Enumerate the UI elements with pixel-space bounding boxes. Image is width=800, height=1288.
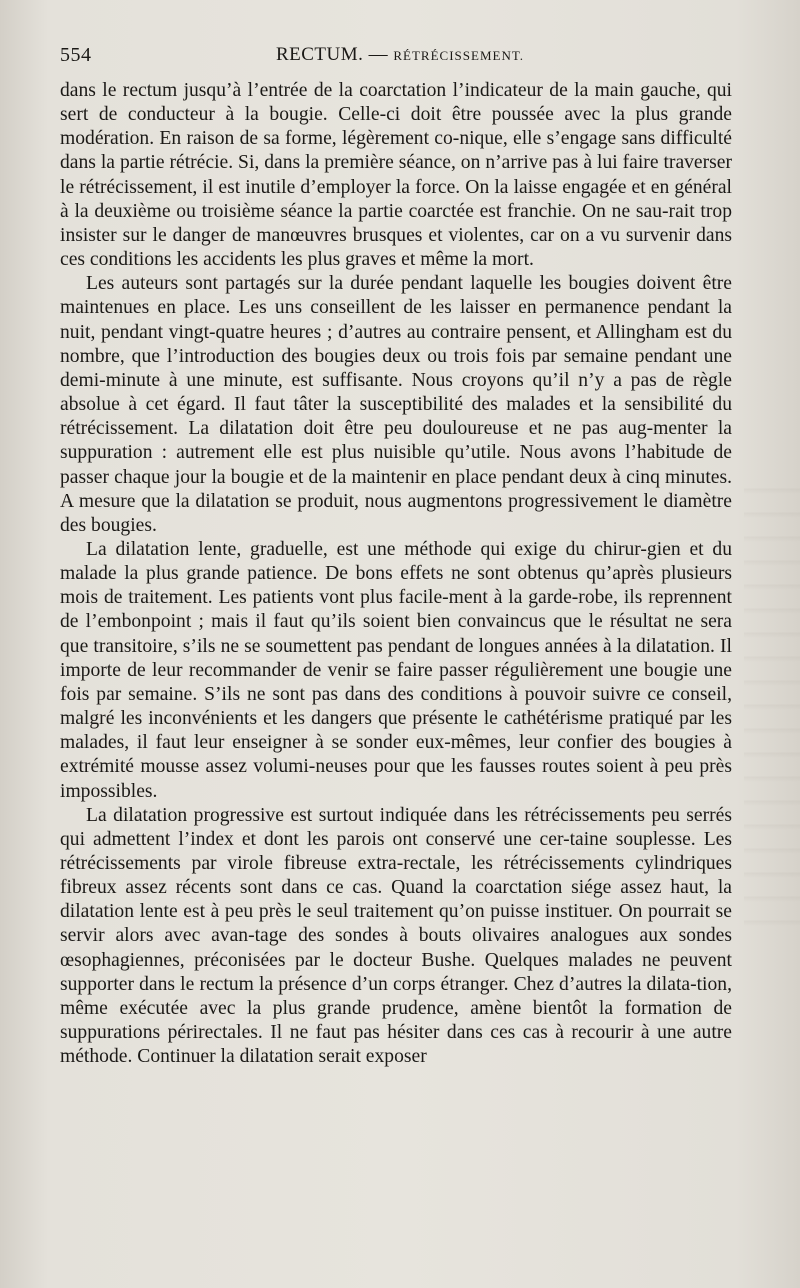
running-header: [60, 44, 740, 70]
paragraph: dans le rectum jusqu’à l’entrée de la coarctation l’indicateur de la main gauche, qui sert de conducteur à la bougie. Celle-ci doit être poussée avec la plus grande modération. En raison de sa forme, légèrement co-nique, elle s’engage sans difficulté dans la partie rétrécie. Si, dans la première séance, on n’arrive pas à lui faire traverser le rétrécissement, il est inutile d’employer la force. On la laisse engagée et en général à la deuxième ou troisième séance la partie coarctée est franchie. On ne sau-rait trop insister sur le danger de manœuvres brusques et violentes, car on a vu survenir dans ces conditions les accidents les plus graves et même la mort.: [60, 80, 732, 271]
body-text: [60, 79, 732, 1069]
running-title-main: RECTUM.: [275, 44, 364, 65]
show-through-texture: [744, 470, 800, 930]
paragraph: La dilatation progressive est surtout indiquée dans les rétrécissements peu serrés qui admettent l’index et dont les parois ont conservé une cer-taine souplesse. Les rétrécissements par virole fibreuse extra-rectale, les rétrécissements cylindriques fibreux assez récents sont dans ce cas. Quand la coarctation siége assez haut, la dilatation lente est à peu près le seul traitement qu’on puisse instituer. On pourrait se servir alors avec avan-tage des sondes à bouts olivaires analogues aux sondes œsophagiennes, préconisées par le docteur Bushe. Quelques malades ne peuvent supporter dans le rectum la présence d’un corps étranger. Chez d’autres la dilata-tion, même exécutée avec la plus grande prudence, amène bientôt la formation de suppurations périrectales. Il ne faut pas hésiter dans ces cas à recourir à une autre méthode. Continuer la dilatation serait exposer: [60, 804, 732, 1068]
running-title-separator: —: [363, 44, 394, 65]
running-title: [60, 44, 740, 66]
paragraph: Les auteurs sont partagés sur la durée pendant laquelle les bougies doivent être maintenues en place. Les uns conseillent de les laisser en permanence pendant la nuit, pendant vingt-quatre heures ; d’autres au contraire pensent, et Allingham est du nombre, que l’introduction des bougies deux ou trois fois par semaine pendant une demi-minute à une minute, est suffisante. Nous croyons qu’il n’y a pas de règle absolue à cet égard. Il faut tâter la susceptibilité des malades et la sensibilité du rétrécissement. La dilatation doit être peu douloureuse et ne pas aug-menter la suppuration : autrement elle est plus nuisible qu’utile. Nous avons l’habitude de passer chaque jour la bougie et de la maintenir en place pendant deux à cinq minutes. A mesure que la dilatation se produit, nous augmentons progressivement le diamètre des bougies.: [60, 273, 732, 536]
paragraph: La dilatation lente, graduelle, est une méthode qui exige du chirur-gien et du malade la plus grande patience. De bons effets ne sont obtenus qu’après plusieurs mois de traitement. Les patients vont plus facile-ment à la garde-robe, ils reprennent de l’embonpoint ; mais il faut qu’ils soient bien convaincus que le résultat ne sera que transitoire, s’ils ne se soumettent pas pendant de longues années à la dilatation. Il importe de leur recommander de venir se faire passer régulièrement une bougie une fois par semaine. S’ils ne sont pas dans des conditions à pouvoir suivre ce conseil, malgré les inconvénients et les dangers que présente le cathétérisme pratiqué par les malades, il faut leur enseigner à se sonder eux-mêmes, leur confier des bougies à extrémité mousse assez volumi-neuses pour que les fausses routes soient à peu près impossibles.: [60, 538, 732, 802]
running-title-sub: RÉTRÉCISSEMENT.: [393, 48, 525, 63]
page-number: 554: [60, 44, 92, 66]
